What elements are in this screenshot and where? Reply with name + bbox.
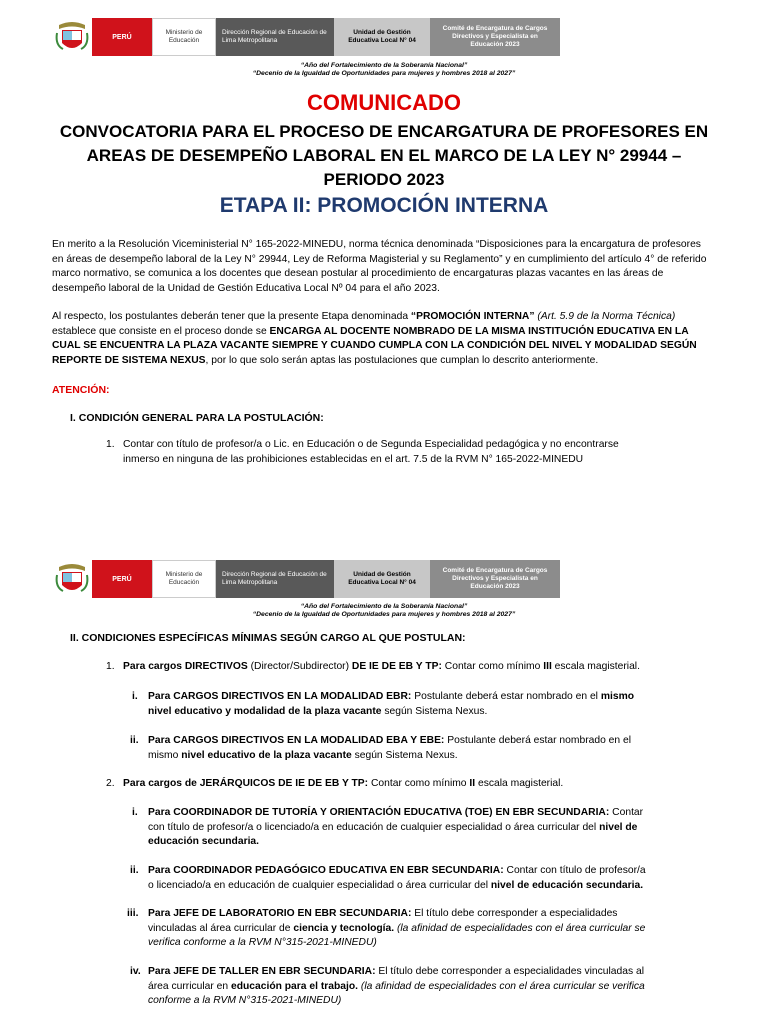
- lab-head: [148, 907, 679, 951]
- promotion-term: “PROMOCIÓN INTERNA”: [410, 311, 535, 322]
- emphasis: ENCARGA AL DOCENTE NOMBRADO DE LA MISMA INSTITUCIÓN EDUCATIVA EN LA: [269, 325, 689, 337]
- emphasis: nivel educativo y modalidad de la plaza vacante: [148, 705, 382, 717]
- item-line: [148, 835, 679, 850]
- text: vinculadas al área curricular de: [148, 922, 294, 934]
- promotion-line: [52, 339, 740, 354]
- emphasis: Para cargos de JERÁRQUICOS DE IE DE EB Y TP:: [123, 778, 369, 789]
- text: con título de profesor/a o licenciado/a en educación de cualquier especialidad o área curricular del: [148, 821, 600, 833]
- promotion-line: [52, 310, 740, 325]
- committee-label: Comité de Encargatura de Cargos Directivos y Especialista en Educación 2023: [430, 560, 560, 598]
- main-title: [30, 120, 738, 192]
- note: verifica conforme a la RVM N°315-2021-MINEDU): [148, 937, 377, 948]
- intro-line: en áreas de desempeño laboral de la Ley N° 29944, Ley de Reforma Magisterial y su Reglamento” y en cumplimiento del artículo 4° de referido: [52, 253, 707, 265]
- page-header-2: [52, 560, 560, 598]
- motto-1: “Año del Fortalecimiento de la Soberanía Nacional”: [300, 603, 468, 610]
- emphasis: II: [469, 778, 476, 789]
- item-line: [148, 994, 679, 1009]
- motto-2: “Decenio de la Igualdad de Oportunidades para mujeres y hombres 2018 al 2027”: [252, 70, 516, 77]
- item-line: [148, 705, 679, 720]
- emphasis: CUAL SE ENCUENTRA LA PLAZA VACANTE SIEMPRE Y CUANDO CUMPLA CON LA CONDICIÓN DEL NIVEL Y MODALIDAD SEGÚN: [52, 340, 697, 351]
- peru-label: PERÚ: [92, 18, 152, 56]
- item-line: [148, 907, 679, 922]
- text: (Director/Subdirector): [247, 661, 352, 672]
- list-number: ii.: [130, 865, 139, 876]
- note: (la afinidad de especialidades con el área curricular se verifica: [358, 980, 645, 992]
- pedagogical-coordinator: [148, 864, 679, 893]
- emphasis: nivel educativo de la plaza vacante: [181, 749, 352, 761]
- ugel-label: Unidad de Gestión Educativa Local N° 04: [334, 18, 430, 56]
- attention-label: ATENCIÓN:: [52, 384, 110, 396]
- intro-line: En merito a la Resolución Viceministerial N° 165-2022-MINEDU, norma técnica denominada “Disposiciones para la encargatura de profesores: [52, 239, 701, 250]
- text: según Sistema Nexus.: [381, 705, 488, 717]
- text: Postulante deberá estar nombrado en el: [444, 735, 631, 746]
- main-title-line-2: AREAS DE DESEMPEÑO LABORAL EN EL MARCO DE LA LEY N° 29944 –: [86, 146, 682, 165]
- text: , por lo que solo serán aptas las postulaciones que cumplan lo descrito anteriormente.: [205, 354, 599, 366]
- text: escala magisterial.: [475, 778, 564, 789]
- ministry-label: Ministerio de Educación: [152, 18, 216, 56]
- list-number: 2.: [106, 778, 115, 789]
- section-1-title: I. CONDICIÓN GENERAL PARA LA POSTULACIÓN:: [70, 412, 324, 424]
- promotion-paragraph: [52, 310, 740, 368]
- comunicado-title: COMUNICADO: [307, 90, 461, 115]
- promotion-line: [52, 325, 740, 340]
- emphasis: Para CARGOS DIRECTIVOS EN LA MODALIDAD EBA Y EBE:: [148, 735, 445, 746]
- text: o licenciado/a en educación de cualquier especialidad o área curricular del: [148, 879, 491, 891]
- directivos-ebr: [148, 690, 679, 719]
- directivos-eba-ebe: [148, 734, 679, 763]
- main-title-line-1: CONVOCATORIA PARA EL PROCESO DE ENCARGATURA DE PROFESORES EN: [59, 122, 709, 141]
- emphasis: nivel de: [599, 821, 638, 833]
- coat-of-arms-icon: [52, 560, 92, 598]
- intro-line: desempeño laboral de la Unidad de Gestión Educativa Local Nº 04 para el año 2023.: [52, 282, 440, 294]
- item-line: [148, 821, 679, 836]
- list-number: i.: [132, 691, 138, 702]
- ugel-label: Unidad de Gestión Educativa Local N° 04: [334, 560, 430, 598]
- item-line: inmerso en ninguna de las prohibiciones establecidas en el art. 7.5 de la RVM N° 165-2022-MINEDU: [123, 453, 584, 465]
- peru-label: PERÚ: [92, 560, 152, 598]
- text: Contar como mínimo: [441, 661, 544, 672]
- item-line: [148, 922, 679, 937]
- stage-title: ETAPA II: PROMOCIÓN INTERNA: [219, 194, 549, 217]
- text: área curricular en: [148, 980, 231, 992]
- item-line: [148, 690, 679, 705]
- ministry-label: Ministerio de Educación: [152, 560, 216, 598]
- emphasis: educación para el trabajo.: [230, 980, 359, 992]
- emphasis: nivel de educación secundaria.: [490, 879, 644, 891]
- emphasis: REPORTE DE SISTEMA NEXUS: [52, 354, 206, 366]
- list-number: 1.: [106, 661, 115, 672]
- text: establece que consiste en el proceso donde se: [52, 325, 270, 337]
- text: Postulante deberá estar nombrado en el: [411, 691, 601, 702]
- item-line: [148, 864, 679, 879]
- emphasis: DE IE DE EB Y TP:: [351, 661, 442, 672]
- emphasis: ciencia y tecnología.: [293, 922, 395, 934]
- main-title-line-3: PERIODO 2023: [323, 170, 445, 189]
- toe-coordinator: [148, 806, 679, 850]
- emphasis: Para COORDINADOR PEDAGÓGICO EDUCATIVA EN EBR SECUNDARIA:: [148, 865, 504, 876]
- list-number: i.: [132, 807, 138, 818]
- dre-label: Dirección Regional de Educación de Lima Metropolitana: [216, 560, 334, 598]
- intro-line: marco normativo, se comunica a los docentes que desean postular al procedimiento de encargaturas plazas vacantes en las áreas de: [52, 268, 664, 279]
- item-line: [148, 965, 679, 980]
- text: Al respecto, los postulantes deberán tener que la presente Etapa denominada: [52, 311, 411, 322]
- list-number: iii.: [127, 908, 139, 919]
- committee-label: Comité de Encargatura de Cargos Directivos y Especialista en Educación 2023: [430, 18, 560, 56]
- text: según Sistema Nexus.: [351, 749, 458, 761]
- coat-of-arms-icon: [52, 18, 92, 56]
- list-number: ii.: [130, 735, 139, 746]
- section-1-item: [123, 438, 683, 467]
- note: (la afinidad de especialidades con el área curricular se: [394, 922, 646, 934]
- motto-1: “Año del Fortalecimiento de la Soberanía Nacional”: [300, 62, 468, 69]
- norm-reference: (Art. 5.9 de la Norma Técnica): [534, 311, 676, 322]
- emphasis: Para COORDINADOR DE TUTORÍA Y ORIENTACIÓN EDUCATIVA (TOE) EN EBR SECUNDARIA:: [148, 807, 610, 818]
- item-line: [148, 879, 679, 894]
- emphasis: Para JEFE DE LABORATORIO EN EBR SECUNDARIA:: [148, 908, 412, 919]
- item-line: Contar con título de profesor/a o Lic. en Educación o de Segunda Especialidad pedagógica y no encontrarse: [123, 439, 619, 450]
- jerarquicos-item: [123, 777, 683, 792]
- list-number: 1.: [106, 439, 115, 450]
- emphasis: III: [543, 661, 552, 672]
- text: Contar como mínimo: [368, 778, 470, 789]
- item-line: [148, 734, 679, 749]
- dre-label: Dirección Regional de Educación de Lima Metropolitana: [216, 18, 334, 56]
- workshop-head: [148, 965, 679, 1009]
- list-number: iv.: [130, 966, 141, 977]
- item-line: [148, 980, 679, 995]
- emphasis: mismo: [600, 691, 635, 702]
- emphasis: Para cargos DIRECTIVOS: [123, 661, 248, 672]
- emphasis: Para JEFE DE TALLER EN EBR SECUNDARIA:: [148, 966, 376, 977]
- text: Contar con título de profesor/a: [503, 865, 646, 876]
- item-line: [148, 749, 679, 764]
- emphasis: Para CARGOS DIRECTIVOS EN LA MODALIDAD EBR:: [148, 691, 412, 702]
- text: mismo: [148, 749, 182, 761]
- motto-2: “Decenio de la Igualdad de Oportunidades para mujeres y hombres 2018 al 2027”: [252, 611, 516, 618]
- text: El título debe corresponder a especialidades vinculadas al: [375, 966, 644, 977]
- page-header: [52, 18, 560, 56]
- promotion-line: [52, 354, 740, 369]
- item-line: [148, 806, 679, 821]
- note: conforme a la RVM N°315-2021-MINEDU): [148, 995, 342, 1006]
- section-2-title: II. CONDICIONES ESPECÍFICAS MÍNIMAS SEGÚN CARGO AL QUE POSTULAN:: [70, 632, 466, 644]
- emphasis: educación secundaria.: [148, 836, 260, 847]
- text: Contar: [609, 807, 644, 818]
- item-line: [148, 936, 679, 951]
- text: El título debe corresponder a especialidades: [411, 908, 618, 919]
- text: escala magisterial.: [551, 661, 640, 672]
- directivos-item: [123, 660, 683, 675]
- intro-paragraph: [52, 238, 740, 296]
